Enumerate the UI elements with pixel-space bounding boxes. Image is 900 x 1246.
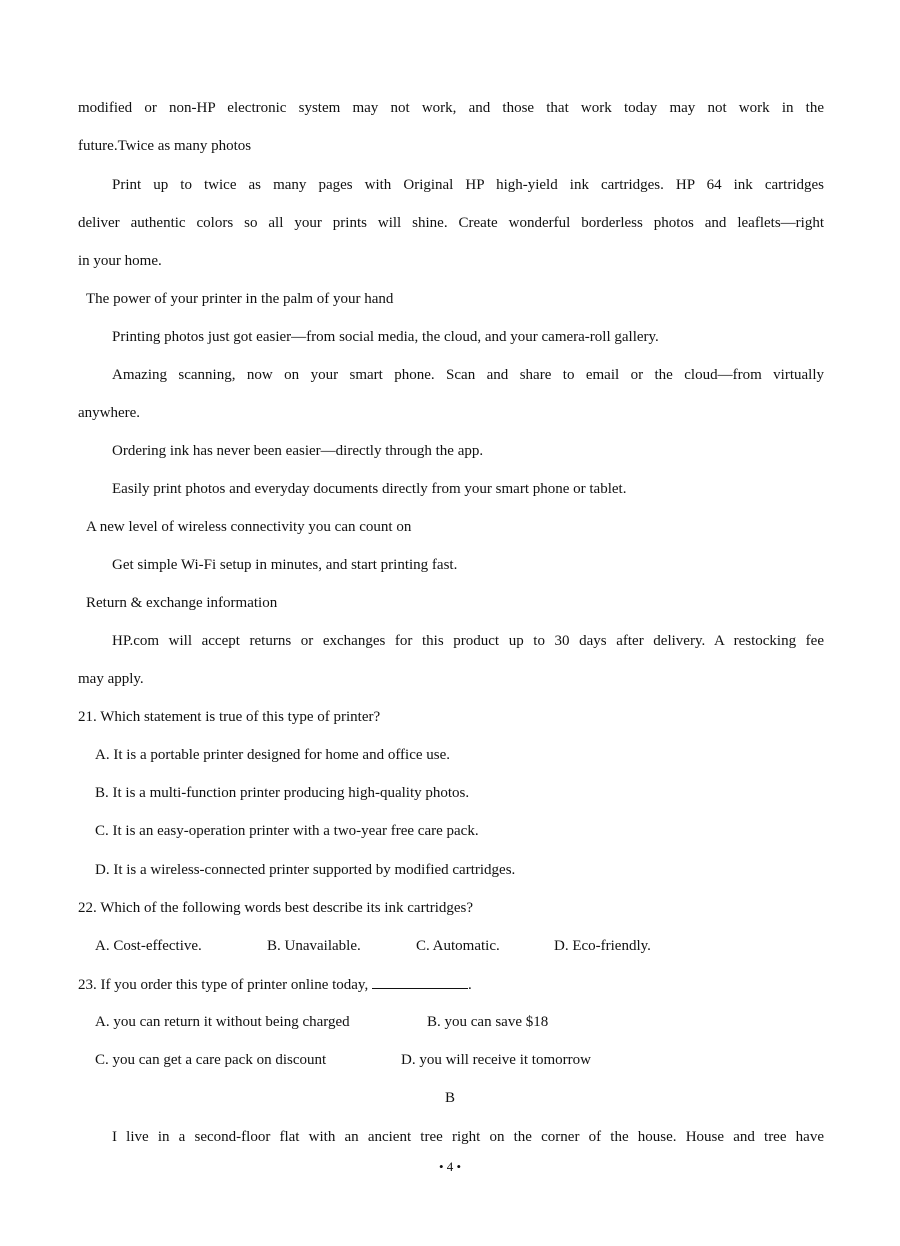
question-22-option-c: C. Automatic. — [416, 938, 500, 954]
section-heading: Return & exchange information — [86, 595, 278, 611]
passage-text: anywhere. — [78, 405, 141, 421]
section-label-b: B — [444, 1090, 455, 1106]
question-22-stem: 22. Which of the following words best describe its ink cartridges? — [78, 900, 474, 916]
question-23-stem — [78, 974, 472, 994]
passage-text: Easily print photos and everyday documents directly from your smart phone or tablet. — [112, 481, 627, 497]
question-22-option-b: B. Unavailable. — [267, 938, 361, 954]
passage-text: HP.com will accept returns or exchanges for this product up to 30 days after delivery. A restocking fee — [112, 633, 824, 649]
passage-text: modified or non-HP electronic system may not work, and those that work today may not work in the — [78, 100, 824, 116]
passage-text: Get simple Wi-Fi setup in minutes, and start printing fast. — [112, 557, 458, 573]
question-23-option-d: D. you will receive it tomorrow — [401, 1052, 591, 1068]
passage-text: future.Twice as many photos — [78, 138, 252, 154]
passage-text: Ordering ink has never been easier—directly through the app. — [112, 443, 484, 459]
answer-blank — [372, 974, 468, 989]
passage-text: Print up to twice as many pages with Original HP high-yield ink cartridges. HP 64 ink cartridges — [112, 177, 824, 193]
question-21-stem: 21. Which statement is true of this type of printer? — [78, 709, 381, 725]
page-number: • 4 • — [438, 1159, 462, 1174]
question-23-stem-text: 23. If you order this type of printer online today, — [78, 977, 369, 993]
section-heading: A new level of wireless connectivity you can count on — [86, 519, 412, 535]
question-22-option-a: A. Cost-effective. — [95, 938, 202, 954]
passage-text: Amazing scanning, now on your smart phone. Scan and share to email or the cloud—from virtually — [112, 367, 824, 383]
question-23-option-c: C. you can get a care pack on discount — [95, 1052, 327, 1068]
passage-text: I live in a second-floor flat with an ancient tree right on the corner of the house. House and tree have — [112, 1129, 824, 1145]
question-21-option-b: B. It is a multi-function printer producing high-quality photos. — [95, 785, 470, 801]
question-23-option-b: B. you can save $18 — [427, 1014, 549, 1030]
question-23-stem-end: . — [467, 977, 472, 993]
passage-text: may apply. — [78, 671, 144, 687]
question-21-option-d: D. It is a wireless-connected printer supported by modified cartridges. — [95, 862, 516, 878]
question-21-option-c: C. It is an easy-operation printer with a two-year free care pack. — [95, 823, 479, 839]
question-22-option-d: D. Eco-friendly. — [554, 938, 651, 954]
passage-text: Printing photos just got easier—from social media, the cloud, and your camera-roll gallery. — [112, 329, 659, 345]
question-21-option-a: A. It is a portable printer designed for home and office use. — [95, 747, 451, 763]
section-heading: The power of your printer in the palm of your hand — [86, 291, 394, 307]
passage-text: in your home. — [78, 253, 162, 269]
passage-text: deliver authentic colors so all your prints will shine. Create wonderful borderless photos and leaflets—right — [78, 215, 824, 231]
question-23-option-a: A. you can return it without being charged — [95, 1014, 350, 1030]
